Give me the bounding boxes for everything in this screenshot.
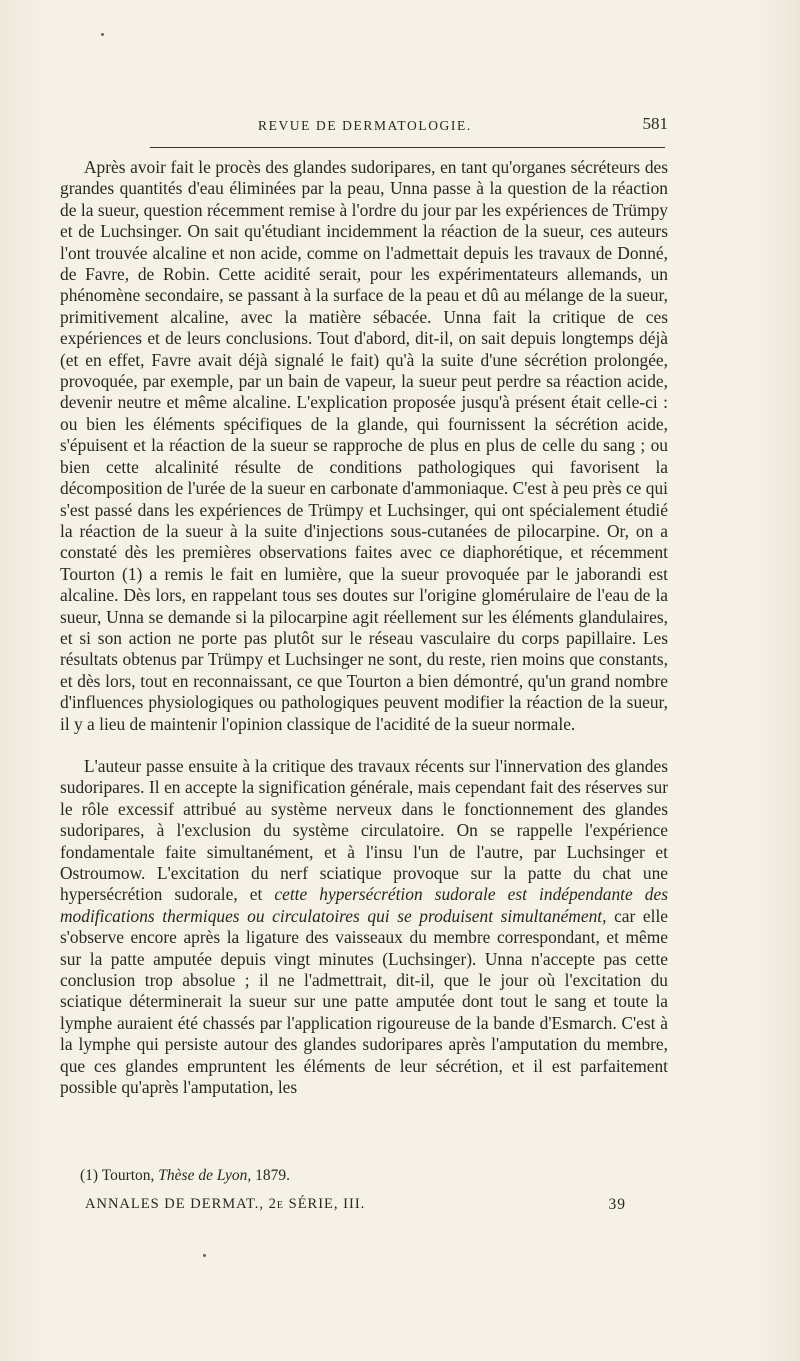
footnote-author: Tourton,	[101, 1167, 155, 1184]
paragraph-1: Après avoir fait le procès des glandes sudoripares, en tant qu'organes sécréteurs des grandes quantités d'eau éliminées par la peau, Unna passe à la question de la réaction de la sueur, question récemment remise à l'ordre du jour par les expériences de Trümpy et de Luchsinger. On sait qu'étudiant incidemment la réaction de la sueur, ces auteurs l'ont trouvée alcaline et non acide, comme on l'admettait depuis les travaux de Donné, de Favre, de Robin. Cette acidité serait, pour les expérimentateurs allemands, un phénomène secondaire, se passant à la surface de la peau et dû au mélange de la sueur, primitivement alcaline, avec la matière sébacée. Unna fait la critique de ces expériences et de leurs conclusions. Tout d'abord, dit-il, on sait depuis longtemps déjà (et en effet, Favre avait déjà signalé le fait) qu'à la suite d'une sécrétion prolongée, provoquée, par exemple, par un bain de vapeur, la sueur peut perdre sa réaction acide, devenir neutre et même alcaline. L'explication proposée jusqu'à présent était celle-ci : ou bien les éléments spécifiques de la glande, qui fournissent la sécrétion acide, s'épuisent et la réaction de la sueur se rapproche de plus en plus de celle du sang ; ou bien cette alcalinité résulte de conditions pathologiques qui favorisent la décomposition de l'urée de la sueur en carbonate d'ammoniaque. C'est à peu près ce qui s'est passé dans les expériences de Trümpy et Luchsinger, qui ont spécialement étudié la réaction de la sueur à la suite d'injections sous-cutanées de pilocarpine. Or, on a constaté dès les premières observations faites avec ce diaphorétique, et récemment Tourton (1) a remis le fait en lumière, que la sueur provoquée par le jaborandi est alcaline. Dès lors, en rappelant tous ses doutes sur l'origine glomérulaire de l'eau de la sueur, Unna se demande si la pilocarpine agit réellement sur les éléments glandulaires, et si son action ne porte pas plutôt sur le réseau vasculaire du corps papillaire. Les résultats obtenus par Trümpy et Luchsinger ne sont, du reste, rien moins que constants, et dès lors, tout en reconnaissant, ce que Tourton a bien démontré, qu'un grand nombre d'influences physiologiques ou pathologiques peuvent modifier la réaction de la sueur, il y a lieu de maintenir l'opinion classique de l'acidité de la sueur normale.	[60, 157, 668, 734]
paragraph-2-italic: cette hypersécrétion sudorale est indépendante des modifications thermiques ou circulatoires qui se produisent simultanément,	[60, 884, 668, 926]
signature-journal: ANNALES DE DERMAT., 2e SÉRIE, III.	[85, 1196, 366, 1212]
footnote-title: Thèse de Lyon,	[158, 1167, 252, 1184]
footnote-marker: (1)	[80, 1167, 99, 1184]
body-text	[60, 157, 668, 1098]
running-title: REVUE DE DERMATOLOGIE.	[258, 118, 472, 133]
footnote	[80, 1167, 290, 1185]
page-number: 581	[642, 114, 668, 133]
paragraph-2	[60, 756, 668, 1099]
footnote-year: 1879.	[255, 1167, 291, 1184]
page-header	[60, 114, 668, 138]
paragraph-2-end: car elle s'observe encore après la ligature des vaisseaux du membre correspondant, et même sur la patte amputée depuis vingt minutes (Luchsinger). Unna n'accepte pas cette conclusion trop absolue ; il ne l'admettrait, dit-il, que le jour où l'excitation du sciatique déterminerait la sueur sur une patte amputée dont tout le sang et toute la lymphe auraient été chassés par l'application rigoureuse de la bande d'Esmarch. C'est à la lymphe qui persiste autour des glandes sudoripares après l'amputation du membre, que ces glandes empruntent les éléments de leur sécrétion, et il est parfaitement possible qu'après l'amputation, les	[60, 905, 669, 1098]
signature-mark: 39	[608, 1196, 626, 1213]
header-rule	[150, 147, 665, 148]
paragraph-2-start: L'auteur passe ensuite à la critique des travaux récents sur l'innervation des glandes sudoripares. Il en accepte la signification générale, mais cependant fait des réserves sur le rôle excessif attribué au système nerveux dans le fonctionnement des glandes sudoripares, à l'exclusion du système circulatoire. On se rappelle l'expérience fondamentale faite simultanément, et à l'insu l'un de l'autre, par Luchsinger et Ostroumow. L'excitation du nerf sciatique provoque sur la patte du chat une hypersécrétion sudorale, et	[60, 755, 668, 905]
paper-speck	[203, 1254, 206, 1257]
paper-speck	[101, 33, 104, 36]
